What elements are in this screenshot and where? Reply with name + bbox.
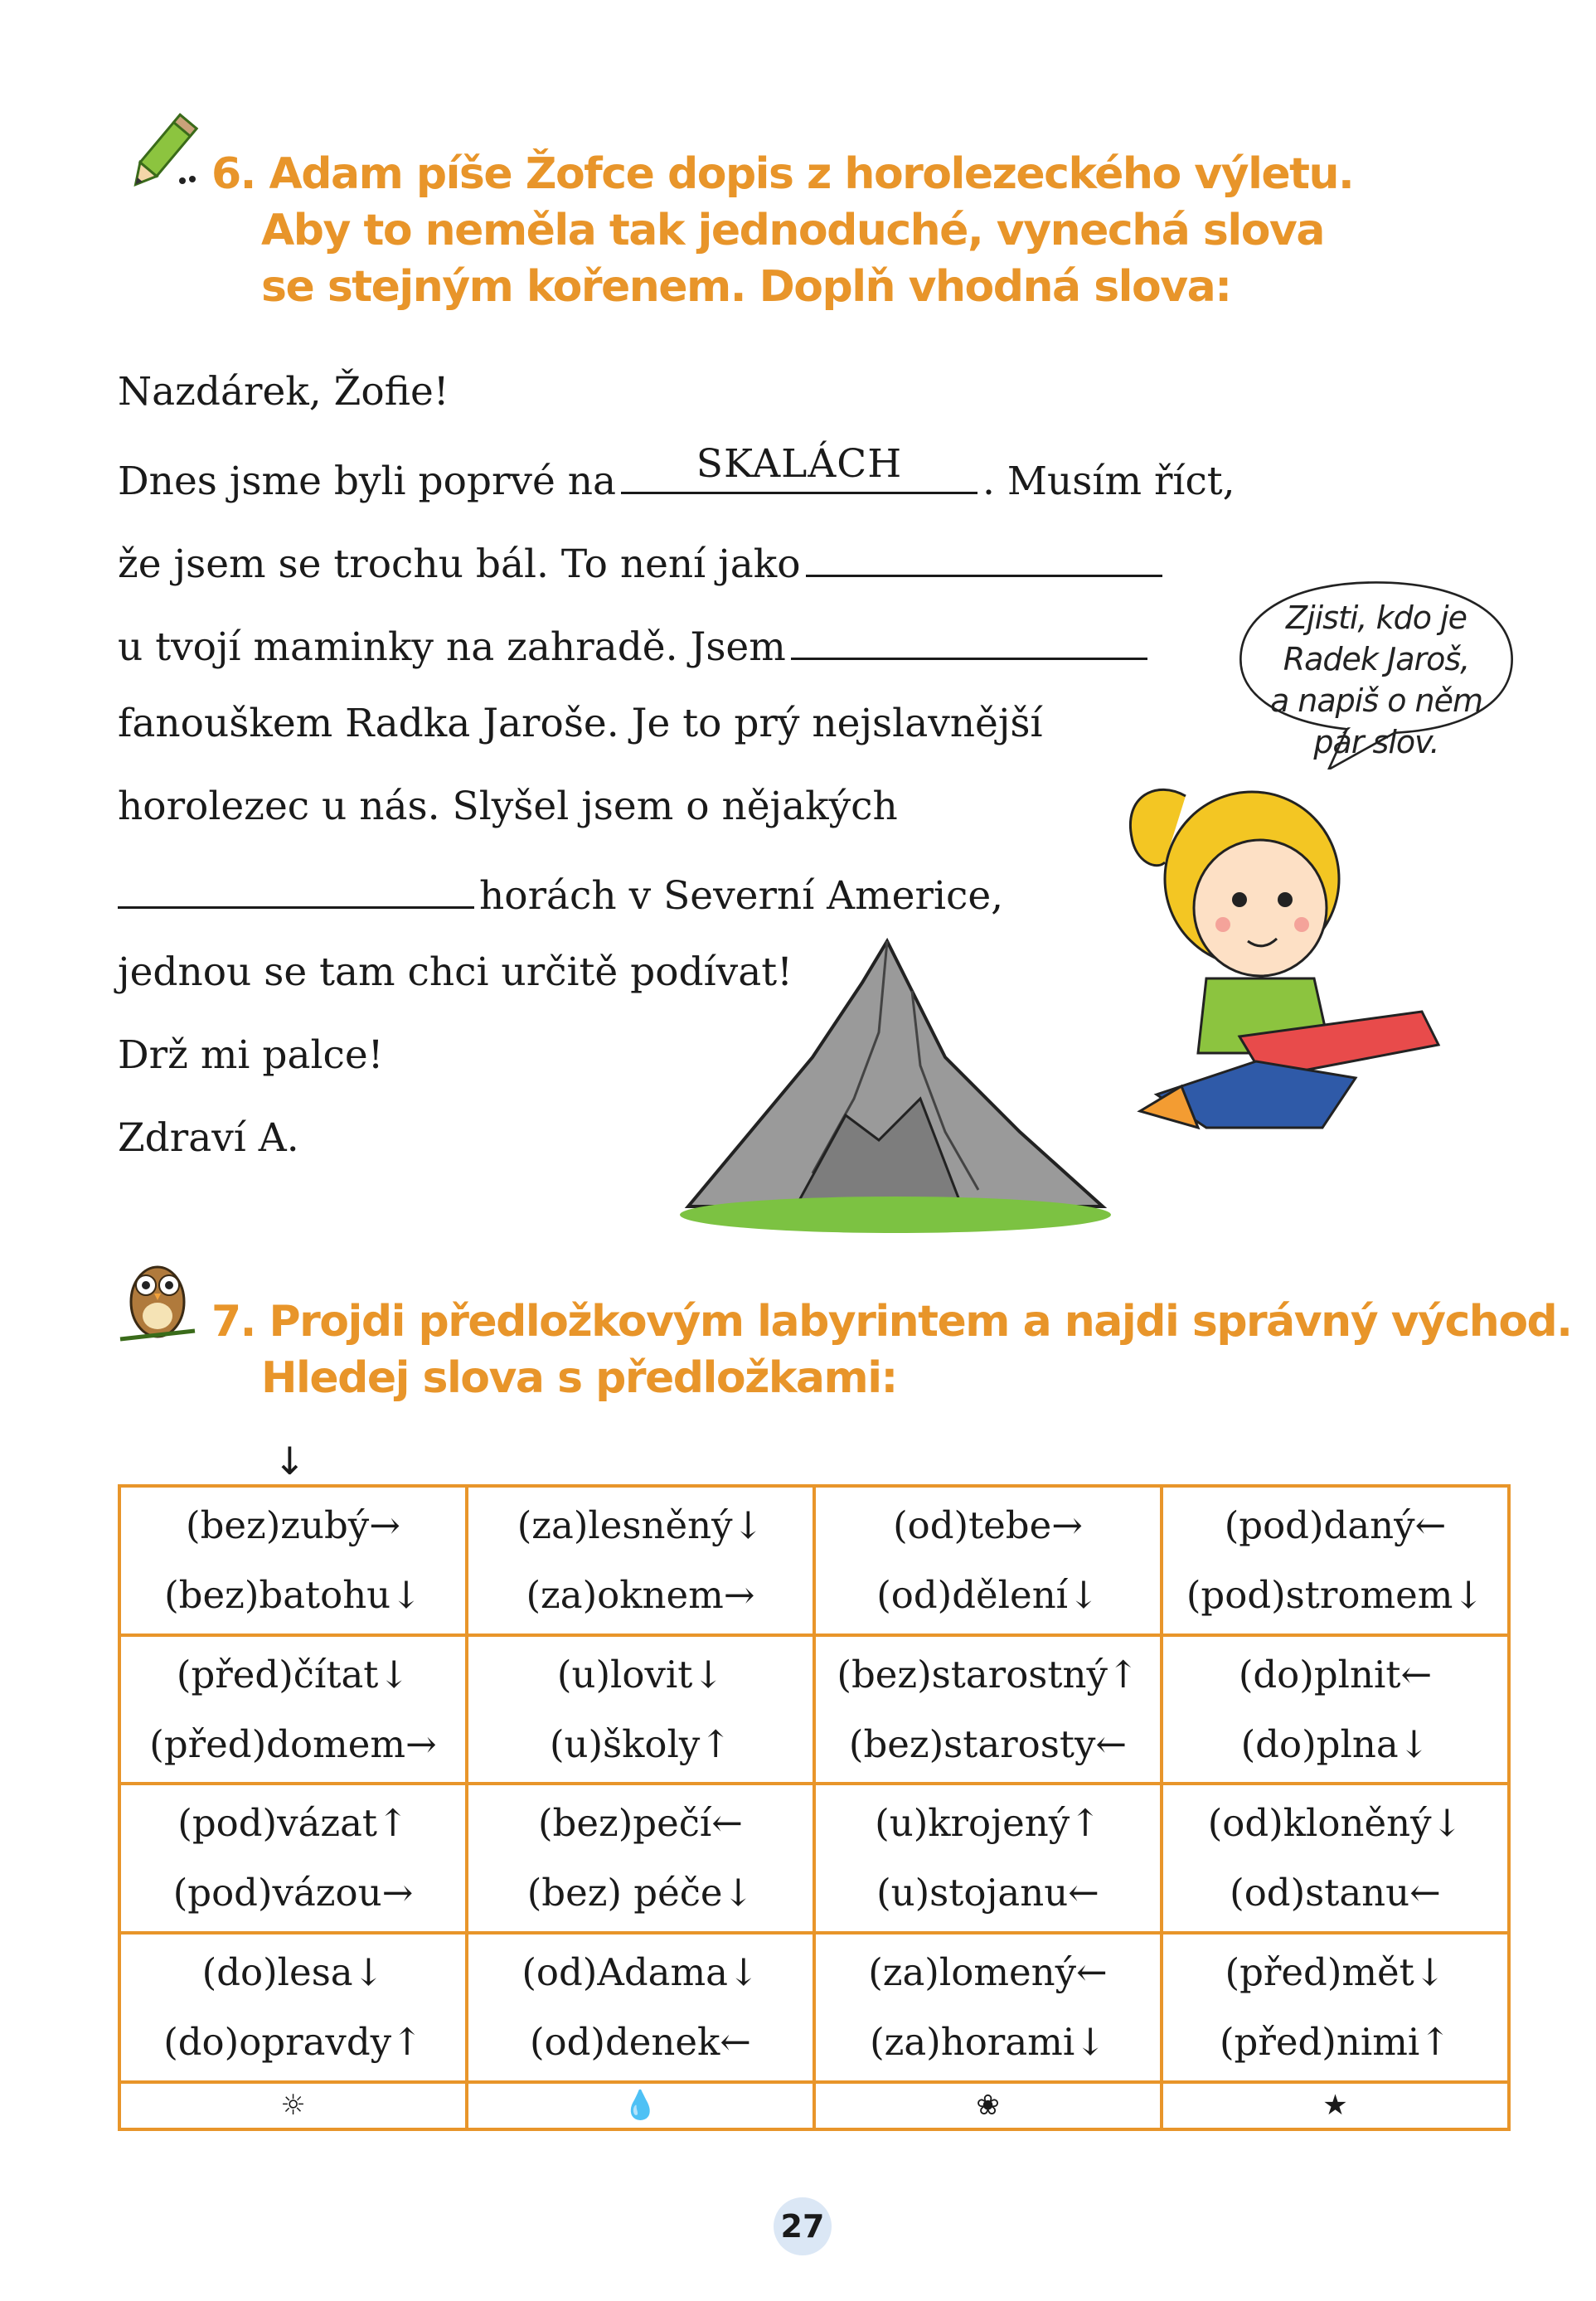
letter-text-fragment: u tvojí maminky na zahradě. Jsem [118, 624, 786, 670]
heading-line: Aby to neměla tak jednoduché, vynechá slova [261, 206, 1324, 255]
letter-line: horolezec u nás. Slyšel jsem o nějakých [118, 784, 898, 829]
maze-word: (bez)batohu↓ [164, 1572, 422, 1617]
bubble-line: pár slov. [1313, 724, 1439, 760]
maze-word: (před)čítat↓ [176, 1652, 410, 1697]
bubble-line: Radek Jaroš, [1283, 641, 1470, 677]
letter-line [118, 441, 1235, 535]
maze-row [119, 1933, 1509, 2082]
girl-reading-illustration [1107, 763, 1455, 1144]
maze-cell[interactable] [119, 1933, 467, 2082]
letter-signature: Zdraví A. [118, 1115, 299, 1161]
maze-word: (pod)vázat↑ [177, 1801, 409, 1846]
letter-line [118, 618, 1152, 701]
letter-line [118, 535, 1167, 618]
maze-exit-sun-icon[interactable]: ☼ [119, 2082, 467, 2129]
maze-cell[interactable] [119, 1635, 467, 1784]
maze-word: (pod)daný← [1224, 1502, 1447, 1547]
speech-bubble-text [1244, 597, 1509, 763]
maze-word: (od)kloněný↓ [1207, 1801, 1463, 1846]
maze-start-arrow-icon: ↓ [274, 1439, 306, 1483]
maze-word: (před)domem→ [149, 1721, 437, 1766]
heading-line: Hledej slova s předložkami: [261, 1353, 897, 1403]
maze-row [119, 1784, 1509, 1933]
maze-cell[interactable] [814, 1784, 1162, 1933]
letter-text-fragment: . Musím říct, [982, 459, 1235, 504]
maze-word: (za)lomený← [868, 1949, 1108, 1994]
answer-blank[interactable] [806, 535, 1162, 577]
mountain-illustration [672, 933, 1119, 1240]
bubble-line: Zjisti, kdo je [1286, 600, 1467, 636]
maze-word: (do)plnit← [1238, 1652, 1433, 1697]
exercise-7-heading [211, 1294, 1572, 1406]
exercise-6-heading [211, 146, 1353, 315]
maze-exit-row [119, 2082, 1509, 2129]
owl-icon [116, 1248, 199, 1347]
letter-greeting: Nazdárek, Žofie! [118, 369, 449, 415]
maze-word: (od)tebe→ [893, 1502, 1083, 1547]
maze-word: (bez)starostný↑ [837, 1652, 1139, 1697]
heading-line: 6. Adam píše Žofce dopis z horolezeckého výletu. [211, 149, 1354, 199]
heading-line: 7. Projdi předložkovým labyrintem a najdi správný východ. [211, 1297, 1572, 1347]
maze-word: (u)lovit↓ [556, 1652, 725, 1697]
maze-cell[interactable] [1162, 1635, 1509, 1784]
maze-cell[interactable] [1162, 1486, 1509, 1635]
maze-cell[interactable] [467, 1933, 814, 2082]
maze-cell[interactable] [1162, 1933, 1509, 2082]
maze-word: (před)nimi↑ [1219, 2019, 1451, 2064]
answer-blank[interactable] [621, 441, 977, 494]
maze-word: (pod)stromem↓ [1186, 1572, 1485, 1617]
letter-line: jednou se tam chci určitě podívat! [118, 949, 793, 995]
maze-cell[interactable] [467, 1486, 814, 1635]
maze-word: (od)stanu← [1230, 1871, 1441, 1915]
maze-word: (od)Adama↓ [521, 1949, 759, 1994]
maze-word: (za)oknem→ [526, 1572, 755, 1617]
maze-word: (bez)starosty← [848, 1721, 1128, 1766]
pencil-icon [116, 108, 207, 199]
maze-word: (od)dělení↓ [876, 1572, 1099, 1617]
heading-line: se stejným kořenem. Doplň vhodná slova: [261, 262, 1231, 312]
maze-word: (u)krojený↑ [875, 1801, 1101, 1846]
maze-cell[interactable] [467, 1635, 814, 1784]
maze-word: (před)mět↓ [1225, 1949, 1446, 1994]
maze-cell[interactable] [1162, 1784, 1509, 1933]
maze-cell[interactable] [467, 1784, 814, 1933]
answer-fill: SKALÁCH [696, 441, 903, 487]
maze-cell[interactable] [814, 1635, 1162, 1784]
answer-blank[interactable] [118, 867, 474, 909]
maze-word: (do)opravdy↑ [163, 2019, 423, 2064]
letter-text-fragment: Dnes jsme byli poprvé na [118, 459, 617, 504]
maze-word: (do)plna↓ [1240, 1721, 1430, 1766]
letter-line: Drž mi palce! [118, 1032, 384, 1078]
maze-word: (bez)pečí← [538, 1801, 743, 1846]
maze-word: (za)lesněný↓ [517, 1502, 764, 1547]
maze-word: (bez) péče↓ [526, 1871, 754, 1915]
bubble-line: a napiš o něm [1269, 682, 1483, 719]
maze-cell[interactable] [814, 1486, 1162, 1635]
maze-exit-flower-icon[interactable]: ❀ [814, 2082, 1162, 2129]
maze-word: (u)školy↑ [549, 1721, 732, 1766]
maze-cell[interactable] [119, 1486, 467, 1635]
maze-cell[interactable] [119, 1784, 467, 1933]
maze-exit-star-icon[interactable]: ★ [1162, 2082, 1509, 2129]
answer-blank[interactable] [791, 618, 1147, 660]
letter-text-fragment: že jsem se trochu bál. To není jako [118, 541, 801, 587]
letter-text-fragment: horách v Severní Americe, [479, 873, 1004, 919]
maze-word: (u)stojanu← [876, 1871, 1099, 1915]
maze-word: (za)horami↓ [870, 2019, 1106, 2064]
maze-word: (do)lesa↓ [201, 1949, 385, 1994]
maze-row [119, 1486, 1509, 1635]
preposition-maze [118, 1484, 1511, 2131]
maze-word: (pod)vázou→ [172, 1871, 414, 1915]
maze-word: (od)denek← [529, 2019, 752, 2064]
maze-row [119, 1635, 1509, 1784]
page-number: 27 [774, 2197, 832, 2255]
maze-word: (bez)zubý→ [186, 1502, 400, 1547]
maze-cell[interactable] [814, 1933, 1162, 2082]
letter-line: fanouškem Radka Jaroše. Je to prý nejslavnější [118, 701, 1043, 746]
maze-exit-drop-icon[interactable]: 💧 [467, 2082, 814, 2129]
